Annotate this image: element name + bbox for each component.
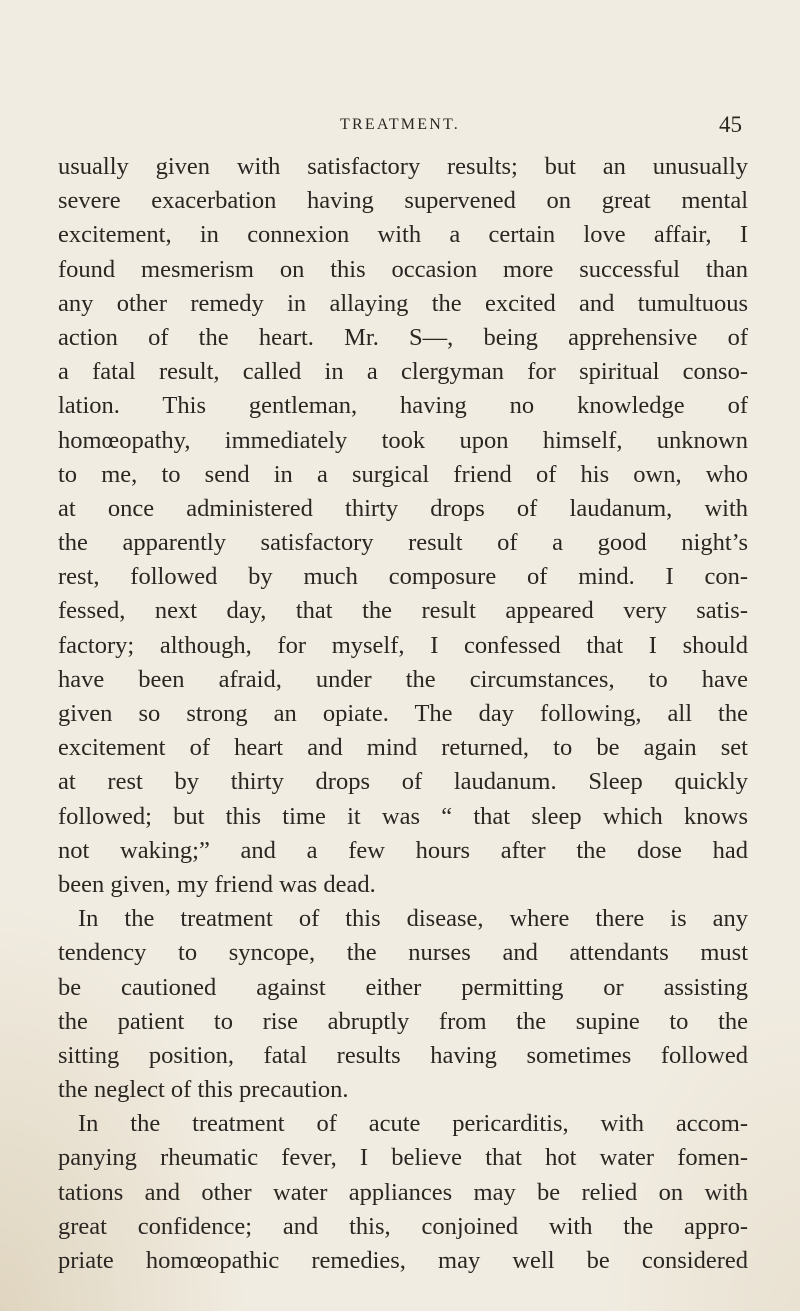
- text-line: sitting position, fatal results having sometimes followed: [58, 1041, 748, 1069]
- running-head: [58, 111, 742, 139]
- text-line: a fatal result, called in a clergyman for spiritual conso-: [58, 358, 748, 386]
- text-line: excitement, in connexion with a certain love affair, I: [58, 221, 748, 249]
- text-line: lation. This gentleman, having no knowledge of: [58, 392, 748, 420]
- text-line: found mesmerism on this occasion more successful than: [58, 255, 748, 283]
- paragraph-end-line: the neglect of this precaution.: [58, 1076, 349, 1104]
- running-head-title: TREATMENT.: [340, 116, 460, 133]
- page-number: 45: [719, 112, 742, 137]
- text-line: priate homœopathic remedies, may well be considered: [58, 1247, 748, 1274]
- text-line: homœopathy, immediately took upon himself, unknown: [58, 426, 748, 454]
- text-line: the patient to rise abruptly from the supine to the: [58, 1007, 748, 1035]
- text-line: great confidence; and this, conjoined with the appro-: [58, 1212, 748, 1240]
- text-line: usually given with satisfactory results; but an unusually: [58, 153, 748, 180]
- text-line: at once administered thirty drops of laudanum, with: [58, 494, 748, 522]
- text-line: any other remedy in allaying the excited and tumultuous: [58, 289, 748, 317]
- text-line: excitement of heart and mind returned, to be again set: [58, 734, 748, 762]
- text-line: action of the heart. Mr. S—, being apprehensive of: [58, 323, 748, 351]
- text-line: be cautioned against either permitting or assisting: [58, 973, 748, 1001]
- text-line: the apparently satisfactory result of a good night’s: [58, 529, 748, 557]
- text-line: fessed, next day, that the result appeared very satis-: [58, 597, 748, 625]
- text-line: not waking;” and a few hours after the dose had: [58, 836, 748, 864]
- text-line: severe exacerbation having supervened on great mental: [58, 187, 748, 215]
- text-line: given so strong an opiate. The day following, all the: [58, 700, 748, 727]
- text-line: panying rheumatic fever, I believe that hot water fomen-: [58, 1144, 748, 1172]
- text-line: at rest by thirty drops of laudanum. Sleep quickly: [58, 768, 748, 796]
- text-line: have been afraid, under the circumstances, to have: [58, 665, 748, 693]
- text-line: rest, followed by much composure of mind. I con-: [58, 563, 748, 591]
- text-line: tendency to syncope, the nurses and attendants must: [58, 939, 748, 967]
- text-line: tations and other water appliances may be relied on with: [58, 1178, 748, 1206]
- text-line: to me, to send in a surgical friend of his own, who: [58, 460, 748, 488]
- paragraph-start-line: In the treatment of this disease, where there is any: [78, 905, 748, 933]
- text-line: followed; but this time it was “ that sleep which knows: [58, 802, 748, 830]
- paragraph-start-line: In the treatment of acute pericarditis, with accom-: [78, 1110, 748, 1138]
- paragraph-end-line: been given, my friend was dead.: [58, 870, 376, 898]
- body-text: [58, 150, 748, 1278]
- text-line: factory; although, for myself, I confessed that I should: [58, 631, 748, 659]
